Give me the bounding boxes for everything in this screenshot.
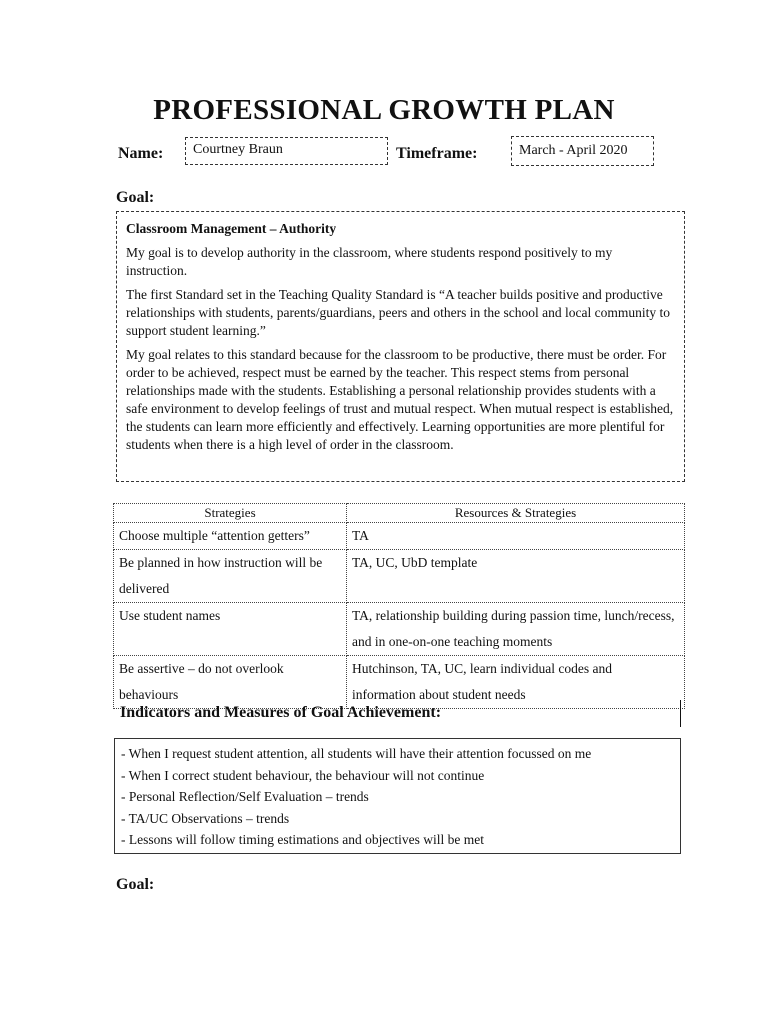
column-header: Strategies [114,504,347,523]
list-item: - Personal Reflection/Self Evaluation – trends [121,789,369,804]
table-cell: Be assertive – do not overlook behaviours [114,656,347,709]
page-title: PROFESSIONAL GROWTH PLAN [153,94,615,126]
list-item: - Lessons will follow timing estimations and objectives will be met [121,832,484,847]
indicators-heading: Indicators and Measures of Goal Achievement: [120,704,442,721]
list-item: - When I request student attention, all students will have their attention focussed on me [121,746,592,761]
indicators-box [114,738,681,854]
table-cell: TA, relationship building during passion time, lunch/recess, and in one-on-one teaching moments [347,603,685,656]
text-cursor-line [680,700,681,727]
table-row [114,523,685,550]
timeframe-label: Timeframe: [396,145,478,162]
goal-heading: Classroom Management – Authority [126,221,337,236]
table-row [114,603,685,656]
list-item: - TA/UC Observations – trends [121,810,290,826]
table-header-row [114,504,685,523]
list-item: - When I correct student behaviour, the behaviour will not continue [121,767,485,783]
goal-description-box [116,211,685,482]
table-cell: Hutchinson, TA, UC, learn individual codes and information about student needs [347,656,685,709]
goal-label: Goal: [116,189,155,206]
table-cell: TA [347,523,685,550]
table-cell: TA, UC, UbD template [347,550,685,603]
strategies-table [113,503,685,709]
table-cell: Choose multiple “attention getters” [114,523,347,550]
goal-label-2: Goal: [116,876,155,893]
goal-paragraph: My goal is to develop authority in the classroom, where students respond positively to my instruction. [126,245,613,278]
name-field[interactable]: Courtney Braun [185,137,388,165]
timeframe-field[interactable]: March - April 2020 [511,136,654,166]
column-header: Resources & Strategies [347,504,685,523]
table-row [114,656,685,709]
goal-paragraph: My goal relates to this standard because for the classroom to be productive, there must be order. For order to be achieved, respect must be earned by the teacher. This respect stems from personal relationships made with the students. Establishing a personal relationship provides students with a safe environment to develop feelings of trust and mutual respect. When mutual respect is established, the students can learn more efficiently and effectively. Learning opportunities are more plentiful for students when there is a high level of order in the classroom. [126,347,674,452]
goal-paragraph: The first Standard set in the Teaching Quality Standard is “A teacher builds positive and productive relationships with students, parents/guardians, peers and others in the school and local community to support student learning.” [126,287,671,338]
table-row [114,550,685,603]
table-cell: Use student names [114,603,347,656]
name-label: Name: [118,145,164,162]
table-cell: Be planned in how instruction will be delivered [114,550,347,603]
